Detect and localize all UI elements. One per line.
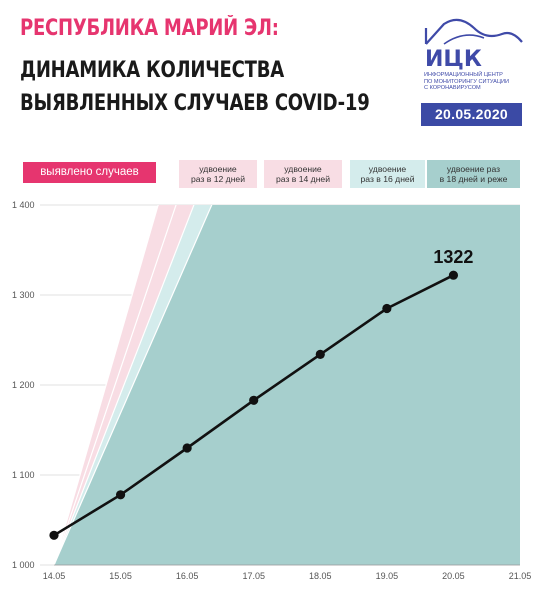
x-tick-label: 14.05 bbox=[42, 571, 66, 581]
title-line-2: ДИНАМИКА КОЛИЧЕСТВА bbox=[20, 58, 284, 83]
legend-double-14-line-1: удвоение bbox=[284, 164, 322, 174]
legend-double-18-line-2: в 18 дней и реже bbox=[439, 174, 508, 184]
logo-subtitle bbox=[424, 72, 534, 92]
date-badge: 20.05.2020 bbox=[421, 103, 522, 126]
logo bbox=[424, 14, 524, 92]
data-point bbox=[449, 271, 458, 280]
x-tick-label: 17.05 bbox=[242, 571, 265, 581]
legend-double-18-line-1: удвоение раз bbox=[446, 164, 501, 174]
data-point bbox=[116, 490, 125, 499]
x-tick-label: 19.05 bbox=[375, 571, 399, 581]
legend-double-16-line-1: удвоение bbox=[368, 164, 407, 174]
logo-subtitle-line-3: С КОРОНАВИРУСОМ bbox=[424, 85, 481, 92]
x-tick-label: 16.05 bbox=[175, 571, 199, 581]
legend-double-16-line-2: раз в 16 дней bbox=[360, 174, 415, 184]
legend-double-12 bbox=[179, 160, 257, 188]
logo-subtitle-line-1: ИНФОРМАЦИОННЫЙ ЦЕНТР bbox=[424, 72, 503, 78]
data-point bbox=[316, 350, 325, 359]
y-tick-label: 1 400 bbox=[12, 200, 35, 210]
legend-double-12-line-1: удвоение bbox=[199, 164, 237, 174]
cases-chart bbox=[0, 190, 543, 600]
logo-mark-icon bbox=[424, 14, 524, 70]
data-label: 1322 bbox=[433, 247, 474, 268]
legend-double-14 bbox=[264, 160, 342, 188]
data-point bbox=[249, 396, 258, 405]
legend-cases: выявлено случаев bbox=[23, 162, 156, 183]
x-tick-label: 15.05 bbox=[109, 571, 132, 581]
legend-double-18 bbox=[427, 160, 520, 188]
x-tick-label: 18.05 bbox=[309, 571, 332, 581]
legend-double-14-line-2: раз в 14 дней bbox=[275, 174, 331, 184]
legend-double-12-line-2: раз в 12 дней bbox=[190, 174, 246, 184]
data-point bbox=[49, 531, 58, 540]
data-point bbox=[183, 443, 192, 452]
x-tick-label: 20.05 bbox=[442, 571, 465, 581]
y-tick-label: 1 100 bbox=[12, 470, 35, 480]
title-line-1: РЕСПУБЛИКА МАРИЙ ЭЛ: bbox=[20, 16, 279, 41]
legend-double-16 bbox=[350, 160, 425, 188]
logo-subtitle-line-2: ПО МОНИТОРИНГУ СИТУАЦИИ bbox=[424, 78, 510, 85]
y-tick-label: 1 200 bbox=[12, 380, 35, 390]
x-tick-label: 21.05 bbox=[508, 571, 532, 581]
y-tick-label: 1 300 bbox=[12, 290, 35, 300]
title-line-3: ВЫЯВЛЕННЫХ СЛУЧАЕВ COVID-19 bbox=[20, 91, 370, 116]
logo-name: ИЦК bbox=[425, 47, 482, 70]
y-tick-label: 1 000 bbox=[12, 560, 35, 570]
data-point bbox=[382, 304, 391, 313]
